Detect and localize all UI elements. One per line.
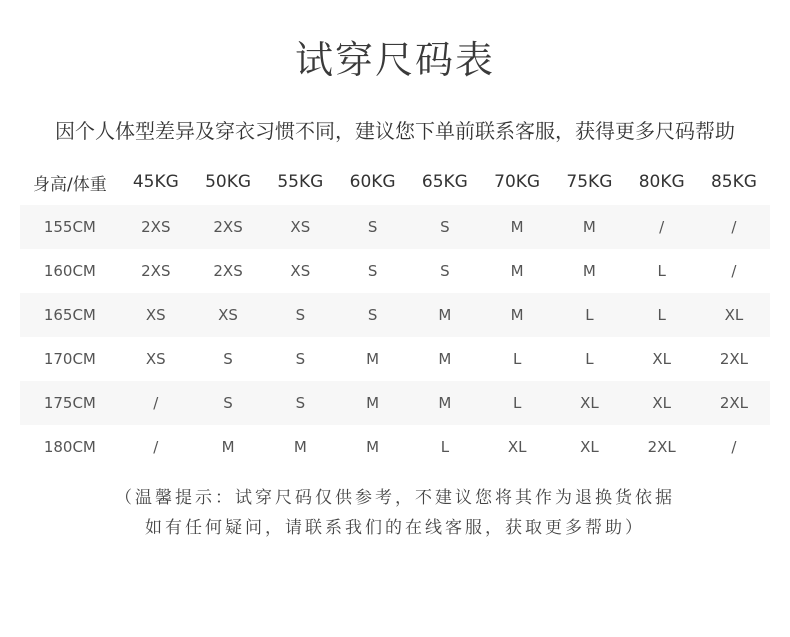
size-cell: M [582,262,596,280]
height-cell: 180CM [43,438,96,456]
size-cell: M [221,438,235,456]
size-table [20,159,770,469]
size-cell: 2XL [719,350,749,368]
size-cell: L [657,262,666,280]
size-cell: S [367,218,378,236]
size-cell: / [153,394,159,412]
header-cell: 55KG [277,172,324,192]
size-cell: 2XS [141,262,171,280]
header-cell: 70KG [494,172,541,192]
size-cell: XS [145,306,166,324]
header-cell: 60KG [349,172,396,192]
table-row [20,205,770,249]
size-cell: XL [652,350,671,368]
height-cell: 170CM [43,350,96,368]
header-cell: 身高/体重 [32,174,107,195]
header-cell: 45KG [132,172,179,192]
page-subtitle: 因个人体型差异及穿衣习惯不同，建议您下单前联系客服，获得更多尺码帮助 [55,119,735,143]
size-cell: XS [145,350,166,368]
size-cell: S [295,306,306,324]
size-cell: / [659,218,665,236]
size-cell: L [512,394,522,412]
tip-note-line-1: （温馨提示：试穿尺码仅供参考，不建议您将其作为退换货依据 [115,488,675,508]
table-row [20,249,770,293]
size-cell: 2XL [647,438,676,456]
page-title: 试穿尺码表 [294,38,495,82]
size-cell: 2XS [213,218,243,236]
size-cell: M [438,394,452,412]
size-cell: XS [290,218,311,236]
size-cell: M [366,438,380,456]
table-row [20,381,770,425]
height-cell: 155CM [43,218,96,236]
size-cell: M [293,438,307,456]
size-cell: M [438,350,452,368]
size-cell: / [731,218,737,236]
size-cell: S [295,350,306,368]
size-cell: S [367,262,378,280]
size-cell: M [510,306,524,324]
size-cell: XL [724,306,744,324]
size-cell: 2XS [141,218,171,236]
size-cell: S [440,262,450,280]
size-cell: S [440,218,450,236]
size-cell: XL [652,394,671,412]
table-row [20,425,770,469]
size-cell: 2XS [213,262,243,280]
height-cell: 165CM [43,306,96,324]
size-cell: L [440,438,450,456]
header-cell: 65KG [421,172,468,192]
size-cell: XL [580,394,599,412]
size-cell: 2XL [719,394,749,412]
table-header-row [20,159,770,205]
tip-note-line-2: 如有任何疑问，请联系我们的在线客服，获取更多帮助） [145,518,645,538]
header-cell: 85KG [710,172,757,192]
table-row [20,293,770,337]
height-cell: 160CM [43,262,96,280]
size-cell: XL [507,438,527,456]
size-cell: M [366,350,380,368]
size-cell: / [731,262,737,280]
height-cell: 175CM [43,394,96,412]
size-cell: M [582,218,596,236]
size-cell: XS [218,306,238,324]
size-cell: / [731,438,737,456]
size-cell: M [510,262,524,280]
header-cell: 75KG [566,172,613,192]
size-cell: S [223,394,233,412]
size-cell: S [295,394,306,412]
size-cell: XL [580,438,599,456]
size-cell: L [657,306,666,324]
size-cell: M [366,394,380,412]
size-cell: / [153,438,159,456]
table-row [20,337,770,381]
header-cell: 80KG [638,172,685,192]
size-cell: M [510,218,524,236]
size-cell: XS [290,262,311,280]
size-cell: M [438,306,452,324]
size-cell: S [367,306,378,324]
size-cell: L [512,350,522,368]
header-cell: 50KG [205,172,252,192]
size-cell: S [223,350,233,368]
size-cell: L [585,350,594,368]
size-cell: L [585,306,594,324]
